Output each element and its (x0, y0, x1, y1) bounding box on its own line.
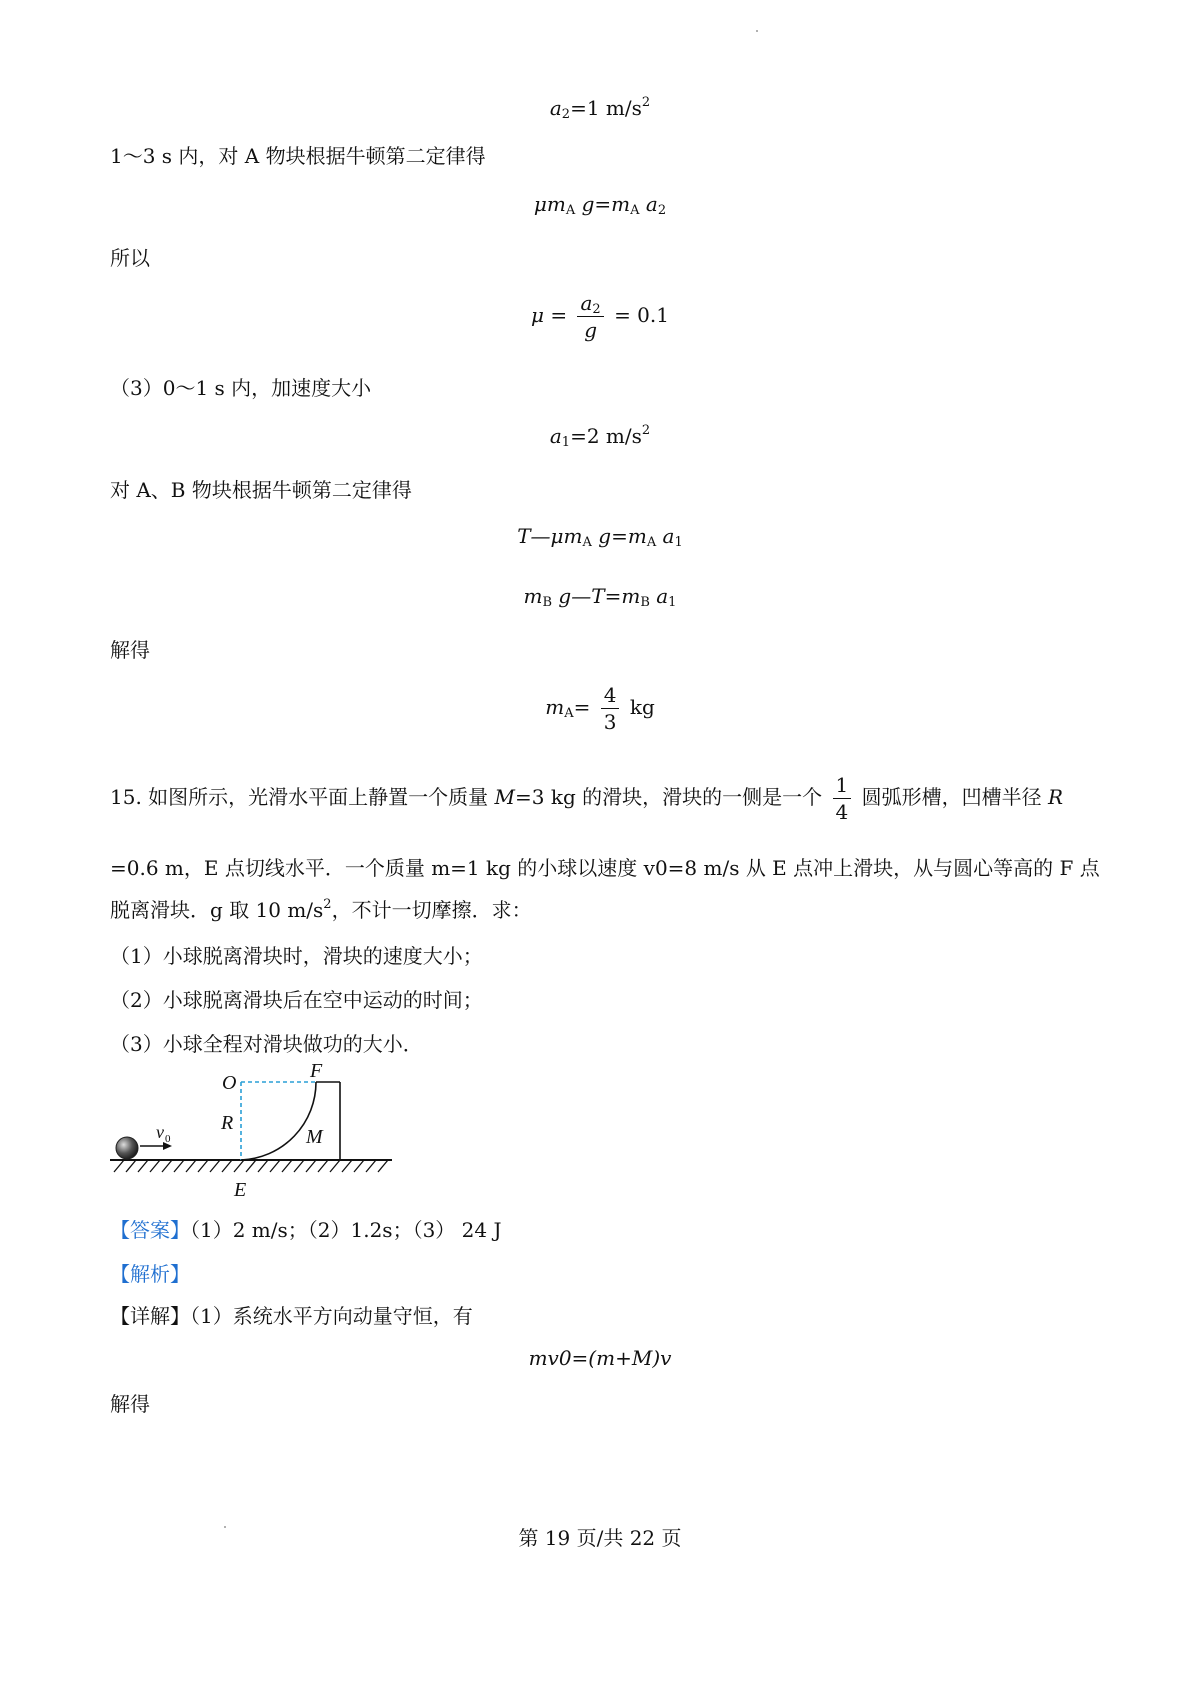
eq-mB-s3: 1 (668, 595, 677, 610)
label-R: R (221, 1112, 234, 1134)
eq-T-t3: a (656, 524, 675, 548)
q15-sub-1: （1）小球脱离滑块时，滑块的速度大小； (110, 944, 483, 968)
eq-a1-rhs: =2 m/s (570, 424, 642, 448)
eq-T-s1: A (582, 535, 592, 550)
text-jiede-2: 解得 (110, 1392, 150, 1416)
page-footer: 第 19 页/共 22 页 (518, 1526, 682, 1550)
fraction-1-over-4 (833, 774, 852, 823)
label-F: F (310, 1062, 323, 1082)
eq-mA-unit: kg (629, 695, 655, 719)
frac-num-a: a (580, 291, 593, 315)
label-O: O (222, 1072, 237, 1094)
eq-mB-t2: g—T=m (552, 584, 641, 608)
eq-a2-sub: 2 (561, 107, 571, 122)
equation-a2 (0, 96, 1200, 120)
q15-line1-a: 15. 如图所示，光滑水平面上静置一个质量 (110, 785, 495, 809)
equation-a1 (0, 424, 1200, 448)
equation-mB (0, 584, 1200, 608)
eq-mu-rhs: = 0.1 (614, 303, 669, 327)
eq-mu-ma-a: a (639, 192, 658, 216)
eq-a1-sup: 2 (641, 423, 651, 438)
q15-line1-c: 圆弧形槽，凹槽半径 (861, 785, 1048, 809)
eq-mu-ma-g: g=m (575, 192, 631, 216)
eq-mu-ma-subA2: A (630, 203, 640, 218)
eq-a2-rhs: =1 m/s (570, 96, 642, 120)
answer-tag: 【答案】 (110, 1218, 190, 1242)
q15-sub-3: （3）小球全程对滑块做功的大小． (110, 1032, 423, 1056)
eq-T-t1: T—μm (517, 524, 583, 548)
eq-mA-sub: A (564, 706, 574, 721)
frac-den-g: g (584, 318, 597, 342)
q15-line1-M: M (494, 785, 516, 809)
q15-frac-num: 1 (833, 774, 852, 799)
equation-momentum: mv0=(m+M)v (528, 1346, 672, 1370)
equation-mu-fraction (0, 292, 1200, 341)
q15-line1-R: R (1047, 785, 1064, 809)
eq-a2-var: a (549, 96, 562, 120)
frac-den-3: 3 (603, 710, 617, 734)
equation-mA (0, 684, 1200, 733)
eq-mB-t3: a (649, 584, 669, 608)
eq-T-s2: A (646, 535, 657, 550)
detail-tag: 【详解】 (110, 1304, 190, 1328)
text-q3: （3）0～1 s 内，加速度大小 (110, 376, 372, 400)
analysis-tag: 【解析】 (110, 1262, 190, 1286)
detail-text: （1）系统水平方向动量守恒，有 (190, 1304, 473, 1328)
eq-a2-sup: 2 (641, 95, 651, 110)
answer-line (110, 1214, 501, 1243)
frac-num-sub: 2 (592, 302, 601, 317)
text-suoyi: 所以 (110, 246, 150, 270)
eq-mu-ma-mu: μm (533, 192, 566, 216)
text-line-ab: 对 A、B 物块根据牛顿第二定律得 (110, 478, 412, 502)
detail-line (110, 1300, 473, 1329)
eq-T-s3: 1 (674, 535, 683, 550)
label-E: E (234, 1179, 247, 1201)
physics-figure (100, 1062, 440, 1212)
q15-line-3 (110, 894, 532, 923)
scan-dot (224, 1526, 226, 1528)
q15-line3-sup: 2 (323, 897, 332, 912)
label-M: M (306, 1126, 323, 1148)
fraction-a2-over-g (577, 292, 603, 341)
eq-a1-sub: 1 (561, 435, 571, 450)
scan-dot (756, 30, 758, 32)
fraction-4-over-3 (601, 684, 620, 733)
quarter-arc (241, 1082, 316, 1160)
eq-mu-ma-sub2: 2 (657, 203, 667, 218)
q15-sub-2: （2）小球脱离滑块后在空中运动的时间； (110, 988, 483, 1012)
equation-T (0, 524, 1200, 548)
eq-a1-var: a (549, 424, 562, 448)
eq-mu-ma-subA: A (565, 203, 576, 218)
equation-mu-ma (0, 192, 1200, 216)
q15-line1-b: =3 kg 的滑块，滑块的一侧是一个 (515, 785, 823, 809)
eq-mA-lhs: m (545, 695, 565, 719)
q15-frac-den: 4 (835, 800, 849, 824)
ground-hatching (114, 1160, 388, 1172)
text-line-1to3: 1～3 s 内，对 A 物块根据牛顿第二定律得 (110, 144, 486, 168)
label-v-sub: 0 (165, 1133, 171, 1145)
q15-line3-b: ，不计一切摩擦．求： (331, 898, 532, 922)
text-jiede-1: 解得 (110, 638, 150, 662)
frac-num-4: 4 (601, 684, 620, 709)
answer-text: （1）2 m/s；（2）1.2s；（3） 24 J (190, 1218, 502, 1242)
q15-line3-a: 脱离滑块．g 取 10 m/s (110, 898, 324, 922)
q15-line-2: =0.6 m，E 点切线水平．一个质量 m=1 kg 的小球以速度 v0=8 m/s 从 E 点冲上滑块，从与圆心等高的 F 点 (110, 856, 1100, 880)
eq-T-t2: g=m (591, 524, 647, 548)
eq-mu-lhs: μ = (531, 303, 568, 327)
eq-mA-eq: = (573, 695, 591, 719)
q15-line-1 (110, 774, 1063, 823)
label-v: v (156, 1122, 164, 1142)
eq-mB-t1: m (523, 584, 543, 608)
eq-mB-s2: B (640, 595, 650, 610)
ball (116, 1137, 138, 1159)
eq-mB-s1: B (542, 595, 553, 610)
